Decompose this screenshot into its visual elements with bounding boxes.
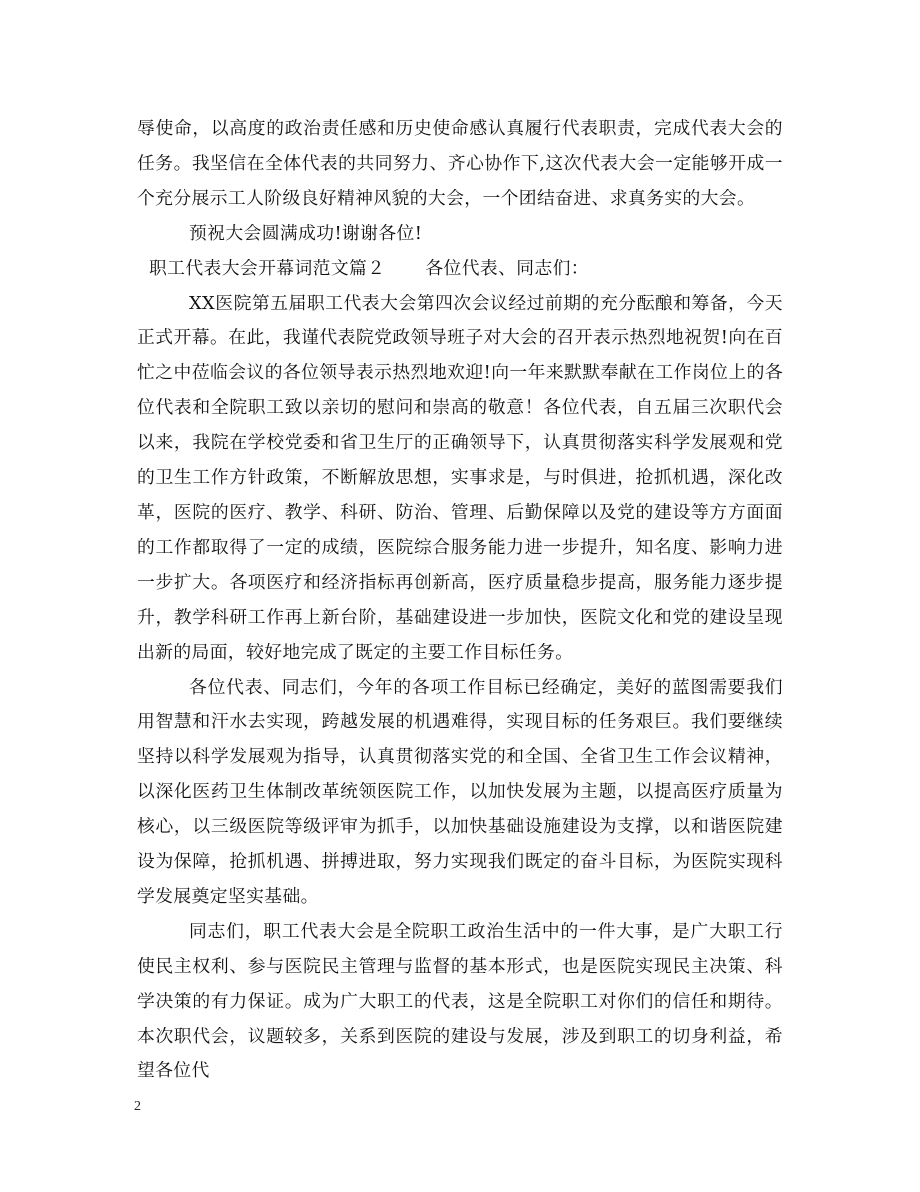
section-title: 职工代表大会开幕词范文篇２ <box>149 257 386 279</box>
paragraph-continuation: 辱使命，以高度的政治责任感和历史使命感认真履行代表职责，完成代表大会的任务。我坚信在全体代表的共同努力、齐心协作下,这次代表大会一定能够开成一个充分展示工人阶级良好精神风貌的大会，一个团结奋进、求真务实的大会。 <box>137 118 783 209</box>
paragraph-wish: 预祝大会圆满成功!谢谢各位! <box>189 222 423 244</box>
paragraph-goals: 各位代表、同志们，今年的各项工作目标已经确定，美好的蓝图需要我们用智慧和汗水去实现，跨越发展的机遇难得，实现目标的任务艰巨。我们要继续坚持以科学发展观为指导，认真贯彻落实党的和全国、全省卫生工作会议精神，以深化医药卫生体制改革统领医院工作，以加快发展为主题，以提高医疗质量为核心，以三级医院等级评审为抓手，以加快基础设施建设为支撑，以和谐医院建设为保障，抢抓机遇、拼搏进取，努力实现我们既定的奋斗目标，为医院实现科学发展奠定坚实基础。 <box>137 676 783 907</box>
section-heading <box>137 252 783 287</box>
salutation: 各位代表、同志们： <box>425 257 589 279</box>
paragraph-congress: 同志们，职工代表大会是全院职工政治生活中的一件大事，是广大职工行使民主权利、参与医院民主管理与监督的基本形式，也是医院实现民主决策、科学决策的有力保证。成为广大职工的代表，这是全院职工对你们的信任和期待。本次职代会，议题较多，关系到医院的建设与发展，涉及到职工的切身利益，希望各位代 <box>137 920 783 1082</box>
page-number: 2 <box>134 1099 141 1114</box>
paragraph-opening: XX医院第五届职工代表大会第四次会议经过前期的充分酝酿和筹备，今天正式开幕。在此，我谨代表院党政领导班子对大会的召开表示热烈地祝贺!向在百忙之中莅临会议的各位领导表示热烈地欢迎!向一年来默默奉献在工作岗位上的各位代表和全院职工致以亲切的慰问和崇高的敬意！各位代表，自五届三次职代会以来，我院在学校党委和省卫生厅的正确领导下，认真贯彻落实科学发展观和党的卫生工作方针政策，不断解放思想，实事求是，与时俱进，抢抓机遇，深化改革，医院的医疗、教学、科研、防治、管理、后勤保障以及党的建设等方方面面的工作都取得了一定的成绩，医院综合服务能力进一步提升，知名度、影响力进一步扩大。各项医疗和经济指标再创新高，医疗质量稳步提高，服务能力逐步提升，教学科研工作再上新台阶，基础建设进一步加快，医院文化和党的建设呈现出新的局面，较好地完成了既定的主要工作目标任务。 <box>137 292 783 663</box>
document-body <box>137 112 783 1089</box>
